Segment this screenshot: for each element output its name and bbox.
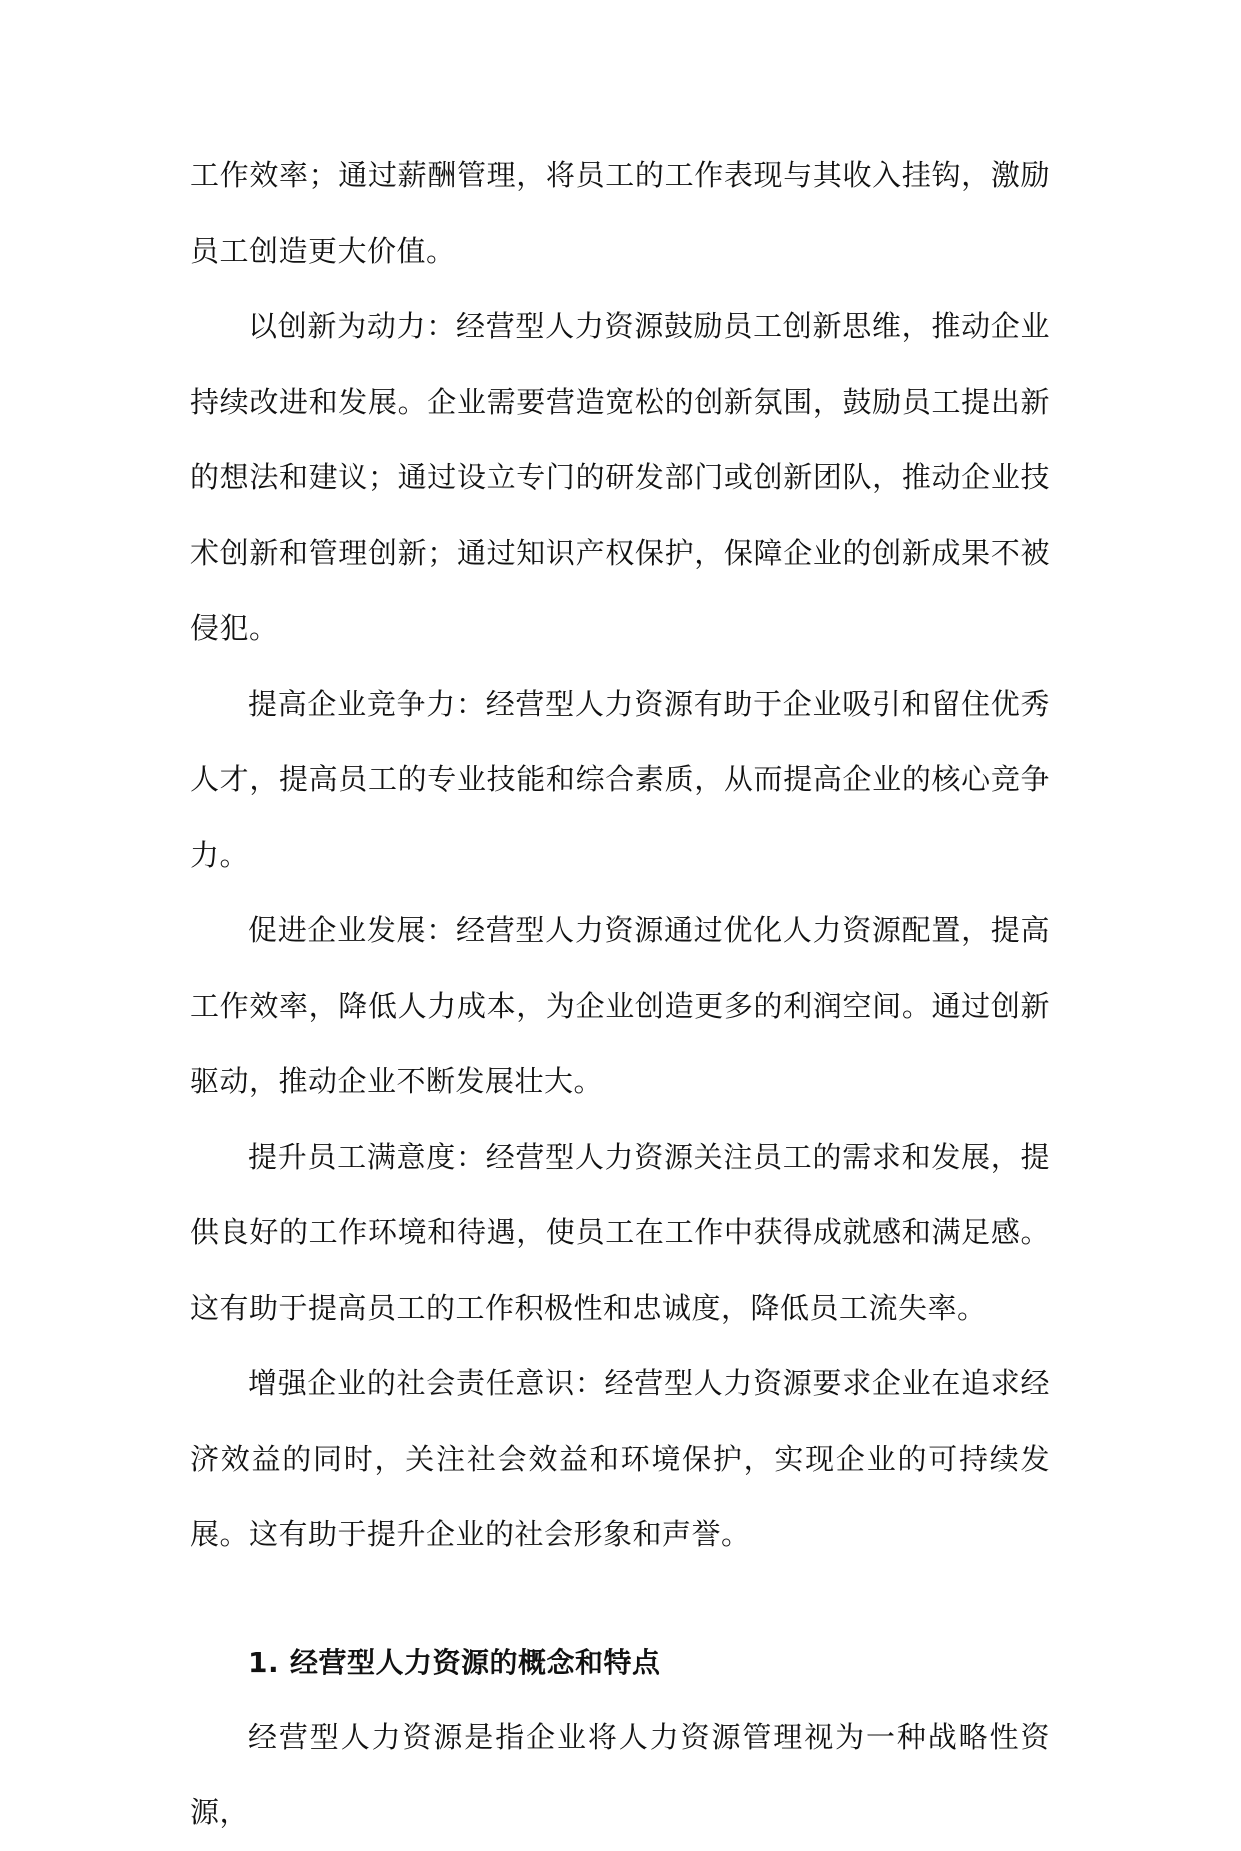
section-heading	[190, 1625, 1050, 1700]
paragraph-competitiveness: 提高企业竞争力：经营型人力资源有助于企业吸引和留住优秀人才，提高员工的专业技能和综合素质，从而提高企业的核心竞争力。	[190, 686, 1050, 872]
document-body	[190, 138, 1050, 1851]
paragraph-innovation: 以创新为动力：经营型人力资源鼓励员工创新思维，推动企业持续改进和发展。企业需要营造宽松的创新氛围，鼓励员工提出新的想法和建议；通过设立专门的研发部门或创新团队，推动企业技术创新和管理创新；通过知识产权保护，保障企业的创新成果不被侵犯。	[190, 309, 1050, 645]
section-number: 1.	[248, 1645, 280, 1679]
paragraph-development: 促进企业发展：经营型人力资源通过优化人力资源配置，提高工作效率，降低人力成本，为企业创造更多的利润空间。通过创新驱动，推动企业不断发展壮大。	[190, 913, 1050, 1098]
section-title: 经营型人力资源的概念和特点	[290, 1645, 661, 1679]
paragraph-definition: 经营型人力资源是指企业将人力资源管理视为一种战略性资源，	[190, 1719, 1050, 1829]
paragraph-satisfaction: 提升员工满意度：经营型人力资源关注员工的需求和发展，提供良好的工作环境和待遇，使员工在工作中获得成就感和满足感。这有助于提高员工的工作积极性和忠诚度，降低员工流失率。	[190, 1139, 1050, 1325]
paragraph-social-responsibility: 增强企业的社会责任意识：经营型人力资源要求企业在追求经济效益的同时，关注社会效益和环境保护，实现企业的可持续发展。这有助于提升企业的社会形象和声誉。	[190, 1366, 1050, 1551]
paragraph-continued: 工作效率；通过薪酬管理，将员工的工作表现与其收入挂钩，激励员工创造更大价值。	[190, 158, 1050, 268]
